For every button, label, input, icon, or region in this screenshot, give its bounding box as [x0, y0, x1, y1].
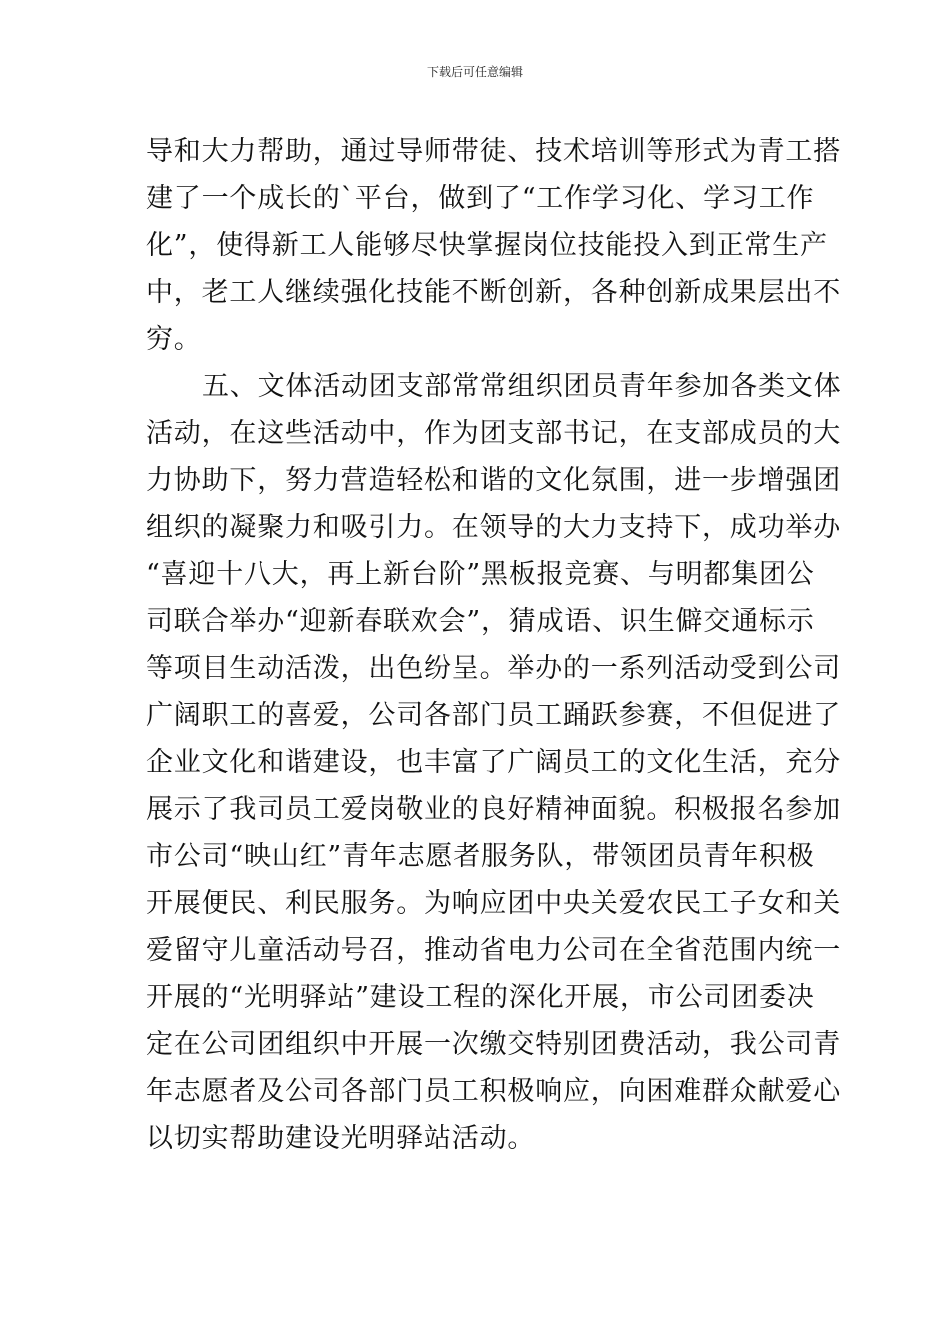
- text-line: 市公司“映山红”青年志愿者服务队，带领团员青年积极: [146, 841, 815, 872]
- text-line: 导和大力帮助，通过导师带徒、技术培训等形式为青工搭: [146, 136, 841, 167]
- text-line: 爱留守儿童活动号召，推动省电力公司在全省范围内统一: [146, 935, 841, 966]
- page-header: 下载后可任意编辑: [426, 65, 523, 79]
- text-line: 力协助下，努力营造轻松和谐的文化氛围，进一步增强团: [146, 465, 841, 496]
- text-line: 建了一个成长的`平台，做到了“工作学习化、学习工作: [146, 183, 815, 214]
- text-line: 活动，在这些活动中，作为团支部书记，在支部成员的大: [146, 418, 841, 449]
- text-line: 穷。: [146, 324, 202, 355]
- text-line: 化”，使得新工人能够尽快掌握岗位技能投入到正常生产: [146, 230, 828, 261]
- text-line: “喜迎十八大，再上新台阶”黑板报竞赛、与明都集团公: [146, 559, 815, 590]
- text-line: 展示了我司员工爱岗敬业的良好精神面貌。积极报名参加: [146, 794, 841, 825]
- text-line: 企业文化和谐建设，也丰富了广阔员工的文化生活，充分: [146, 747, 841, 778]
- text-line: 司联合举办“迎新春联欢会”，猜成语、识生僻交通标示: [146, 606, 815, 637]
- text-line: 组织的凝聚力和吸引力。在领导的大力支持下，成功举办: [146, 512, 841, 543]
- text-line: 中，老工人继续强化技能不断创新，各种创新成果层出不: [146, 277, 841, 308]
- text-line: 开展的“光明驿站”建设工程的深化开展，市公司团委决: [146, 982, 815, 1013]
- text-line: 等项目生动活泼，出色纷呈。举办的一系列活动受到公司: [146, 653, 841, 684]
- text-line: 广阔职工的喜爱，公司各部门员工踊跃参赛，不但促进了: [146, 700, 841, 731]
- section-heading-line: 五、文体活动团支部常常组织团员青年参加各类文体: [202, 371, 842, 402]
- text-line: 开展便民、利民服务。为响应团中央关爱农民工子女和关: [146, 888, 841, 919]
- text-line: 定在公司团组织中开展一次缴交特别团费活动，我公司青: [146, 1029, 841, 1060]
- text-line: 以切实帮助建设光明驿站活动。: [146, 1123, 536, 1154]
- document-body: [146, 128, 842, 1162]
- text-line: 年志愿者及公司各部门员工积极响应，向困难群众献爱心: [146, 1076, 841, 1107]
